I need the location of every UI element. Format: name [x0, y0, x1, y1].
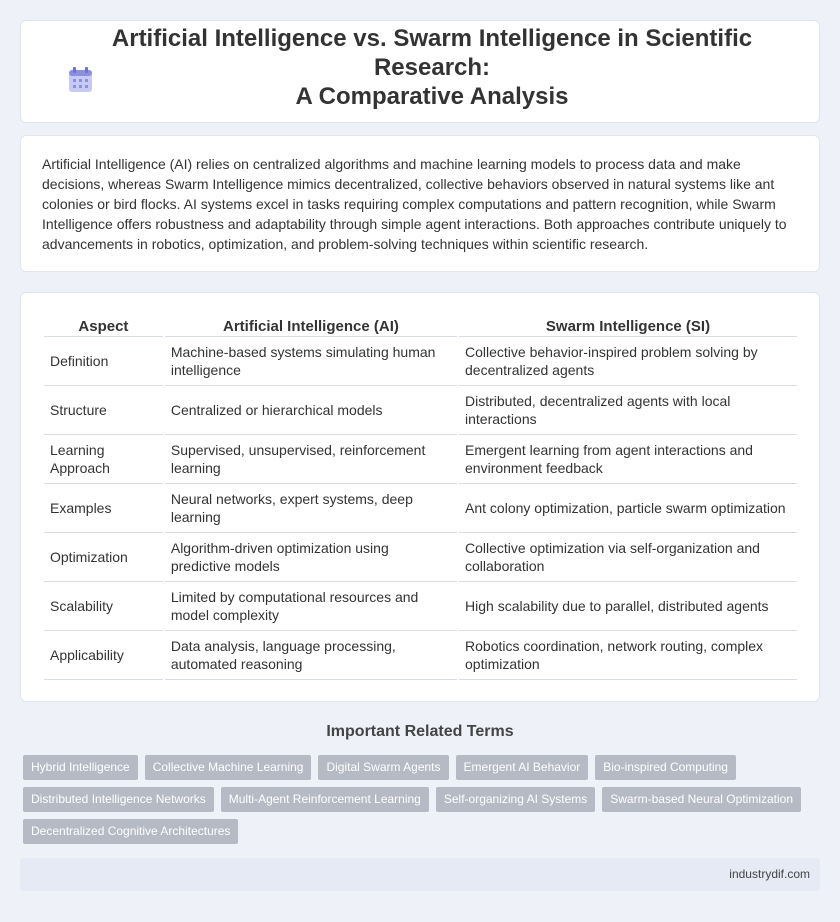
comparison-table-card	[20, 292, 820, 702]
table-cell-ai: Supervised, unsupervised, reinforcement learning	[165, 435, 457, 484]
related-term-tag[interactable]: Emergent AI Behavior	[456, 755, 589, 780]
related-term-tag[interactable]: Decentralized Cognitive Architectures	[23, 819, 238, 844]
table-cell-aspect: Definition	[44, 337, 163, 386]
related-term-tag[interactable]: Multi-Agent Reinforcement Learning	[221, 787, 429, 812]
table-cell-aspect: Learning Approach	[44, 435, 163, 484]
related-term-tag[interactable]: Swarm-based Neural Optimization	[602, 787, 801, 812]
table-cell-ai: Machine-based systems simulating human intelligence	[165, 337, 457, 386]
related-term-tag[interactable]: Distributed Intelligence Networks	[23, 787, 214, 812]
related-term-tag[interactable]: Self-organizing AI Systems	[436, 787, 595, 812]
table-cell-ai: Algorithm-driven optimization using predictive models	[165, 533, 457, 582]
page-title	[82, 24, 782, 111]
table-cell-aspect: Optimization	[44, 533, 163, 582]
table-row	[44, 484, 797, 533]
footer	[20, 858, 820, 891]
table-row	[44, 533, 797, 582]
related-term-tag[interactable]: Collective Machine Learning	[145, 755, 312, 780]
table-cell-si: Emergent learning from agent interactions and environment feedback	[459, 435, 797, 484]
table-cell-aspect: Structure	[44, 386, 163, 435]
table-cell-si: Collective behavior-inspired problem solving by decentralized agents	[459, 337, 797, 386]
table-cell-aspect: Applicability	[44, 631, 163, 680]
header-aspect: Aspect	[44, 315, 163, 337]
related-term-tag[interactable]: Bio-inspired Computing	[595, 755, 736, 780]
related-term-tag[interactable]: Hybrid Intelligence	[23, 755, 138, 780]
footer-source[interactable]: industrydif.com	[729, 867, 810, 881]
table-cell-ai: Data analysis, language processing, automated reasoning	[165, 631, 457, 680]
table-row	[44, 337, 797, 386]
table-header-row	[44, 315, 797, 337]
page-title-line2: A Comparative Analysis	[295, 83, 569, 110]
table-cell-si: Collective optimization via self-organization and collaboration	[459, 533, 797, 582]
header-ai: Artificial Intelligence (AI)	[165, 315, 457, 337]
table-row	[44, 386, 797, 435]
table-cell-aspect: Scalability	[44, 582, 163, 631]
table-cell-ai: Centralized or hierarchical models	[165, 386, 457, 435]
table-row	[44, 631, 797, 680]
table-cell-aspect: Examples	[44, 484, 163, 533]
intro-card	[20, 135, 820, 272]
table-cell-si: High scalability due to parallel, distributed agents	[459, 582, 797, 631]
page-title-line1: Artificial Intelligence vs. Swarm Intelligence in Scientific Research:	[111, 25, 753, 81]
related-terms-title: Important Related Terms	[326, 723, 514, 740]
table-row	[44, 582, 797, 631]
header-si: Swarm Intelligence (SI)	[459, 315, 797, 337]
table-cell-ai: Neural networks, expert systems, deep learning	[165, 484, 457, 533]
table-cell-si: Robotics coordination, network routing, complex optimization	[459, 631, 797, 680]
related-term-tag[interactable]: Digital Swarm Agents	[318, 755, 448, 780]
intro-paragraph: Artificial Intelligence (AI) relies on centralized algorithms and machine learning models to process data and make decisions, whereas Swarm Intelligence mimics decentralized, collective behaviors observed in natural systems like ant colonies or bird flocks. AI systems excel in tasks requiring complex computations and pattern recognition, while Swarm Intelligence offers robustness and adaptability through simple agent interactions. Both approaches contribute uniquely to advancements in robotics, optimization, and problem-solving techniques within scientific research.	[42, 156, 787, 252]
table-cell-ai: Limited by computational resources and model complexity	[165, 582, 457, 631]
comparison-table	[42, 315, 799, 680]
table-cell-si: Distributed, decentralized agents with local interactions	[459, 386, 797, 435]
table-row	[44, 435, 797, 484]
table-cell-si: Ant colony optimization, particle swarm optimization	[459, 484, 797, 533]
related-terms-list	[23, 755, 813, 844]
